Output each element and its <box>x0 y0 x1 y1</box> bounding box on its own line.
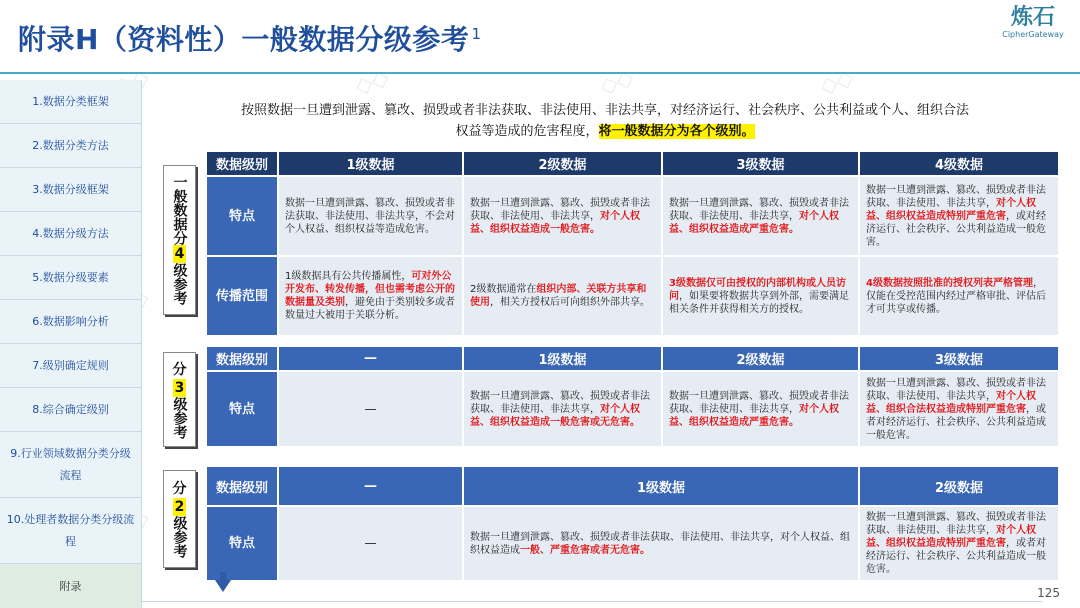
tier-2-tag <box>163 470 196 568</box>
tier-4-table <box>205 150 1060 337</box>
cell-text: 数据一旦遭到泄露、篡改、损毁或者非法获取、非法使用、非法共享， <box>470 197 650 222</box>
row-label: 特点 <box>206 176 278 256</box>
table-cell <box>278 176 463 256</box>
tier-2-tag-num: 2 <box>174 499 185 515</box>
table-cell <box>463 176 662 256</box>
header-cell: 2级数据 <box>662 346 859 371</box>
sidebar-nav <box>0 80 142 608</box>
sidebar-item-classification-framework[interactable] <box>0 80 142 124</box>
cell-text: 1级数据具有公共传播属性， <box>285 271 412 282</box>
sidebar-item-label: 4.数据分级方法 <box>32 226 109 240</box>
sidebar-item-label: 8.综合确定级别 <box>32 402 109 416</box>
cell-text: 数据一旦遭到泄露、篡改、损毁或者非法获取、非法使用、非法共享， <box>669 197 849 222</box>
sidebar-item-grading-framework[interactable] <box>0 168 142 212</box>
cell-text: 数据一旦遭到泄露、篡改、损毁或者非法获取、非法使用、非法共享，对个人权益、组织权益造成 <box>470 531 850 556</box>
cell-emphasis: 一般、严重危害或者无危害。 <box>520 544 650 556</box>
header-cell: 1级数据 <box>278 151 463 176</box>
header-cell: 1级数据 <box>463 466 859 506</box>
table-cell <box>463 506 859 581</box>
tier-4-tag-num: 4 <box>174 246 185 262</box>
header-cell: 3级数据 <box>662 151 859 176</box>
title-text: 附录H（资料性）一般数据分级参考 <box>18 23 470 56</box>
table-cell <box>463 256 662 336</box>
cell-text: 数据一旦遭到泄露、篡改、损毁或者非法获取、非法使用、非法共享， <box>866 184 1046 209</box>
table-cell-empty: — <box>278 506 463 581</box>
sidebar-item-classification-method[interactable] <box>0 124 142 168</box>
cell-text-tail: ，或者对经济运行、社会秩序、公共利益造成一般危害。 <box>866 403 1046 441</box>
cell-emphasis: 可对外公开发布、转发传播，但也需考虑公开的数据量及类别 <box>285 271 455 308</box>
sidebar-item-level-rules[interactable] <box>0 344 142 388</box>
sidebar-item-grading-method[interactable] <box>0 212 142 256</box>
table-cell <box>859 176 1059 256</box>
table-row <box>206 371 1059 447</box>
company-logo <box>1000 6 1066 40</box>
cell-text: 数据一旦遭到泄露、篡改、损毁或者非法获取、非法使用、非法共享， <box>866 512 1046 536</box>
logo-english: CipherGateway <box>1002 30 1064 39</box>
watermark: ◇◇ <box>816 64 858 101</box>
sidebar-item-label: 7.级别确定规则 <box>32 358 109 372</box>
intro-line-1: 按照数据一旦遭到泄露、篡改、损毁或者非法获取、非法使用、非法共享，对经济运行、社会秩序、公共利益或个人、组织合法 <box>240 103 969 118</box>
table-cell-empty: — <box>278 371 463 447</box>
table-header-row <box>206 346 1059 371</box>
cell-text: 数据一旦遭到泄露、篡改、损毁或者非法获取、非法使用、非法共享， <box>669 390 849 415</box>
sidebar-item-label: 3.数据分级框架 <box>32 182 109 196</box>
tier-2-table <box>205 465 1060 582</box>
sidebar-item-label: 6.数据影响分析 <box>32 314 109 328</box>
cell-emphasis: 对个人权益、组织权益造成严重危害。 <box>669 403 839 428</box>
sidebar-item-industry-process[interactable] <box>0 432 142 498</box>
cell-emphasis: 4级数据按照批准的授权列表严格管理 <box>866 277 1033 289</box>
header-cell: 数据级别 <box>206 151 278 176</box>
cell-emphasis: 对个人权益、组织权益造成特别严重危害 <box>866 525 1036 549</box>
cell-text-tail: ，相关方授权后可向组织外部共享。 <box>490 297 650 308</box>
sidebar-item-label: 2.数据分类方法 <box>32 138 109 152</box>
sidebar-item-processor-process[interactable] <box>0 498 142 564</box>
sidebar-item-appendix[interactable] <box>0 564 142 608</box>
cell-text-tail: ，如果要将数据共享到外部，需要满足相关条件并获得相关方的授权。 <box>669 290 849 315</box>
cell-emphasis: 3级数据仅可由授权的内部机构或人员访问 <box>669 277 846 302</box>
cell-text-tail: ，或者对经济运行、社会秩序、公共利益造成一般危害。 <box>866 538 1046 575</box>
tier-2-tag-pre: 分 <box>172 481 187 497</box>
table-cell <box>859 256 1059 336</box>
header-divider <box>0 72 1080 74</box>
cell-text-tail: ，或对经济运行、社会秩序、公共利益造成一般危害。 <box>866 210 1046 248</box>
row-label: 特点 <box>206 506 278 581</box>
tier-4-tag <box>163 165 196 315</box>
table-row <box>206 176 1059 256</box>
cell-text: 数据一旦遭到泄露、篡改、损毁或者非法获取、非法使用、非法共享， <box>470 390 650 415</box>
table-row <box>206 506 1059 581</box>
cell-text: 2级数据通常在 <box>470 284 537 295</box>
intro-text <box>205 100 1005 142</box>
sidebar-item-label: 9.行业领域数据分类分级流程 <box>10 446 131 482</box>
logo-chinese: 炼石 <box>1010 5 1055 30</box>
header-cell: — <box>278 466 463 506</box>
table-cell <box>278 256 463 336</box>
table-header-row <box>206 151 1059 176</box>
watermark: ◇◇ <box>351 64 393 101</box>
cell-emphasis: 对个人权益、组织权益造成特别严重危害 <box>866 197 1036 222</box>
header-cell: 1级数据 <box>463 346 662 371</box>
tier-3-tag-num: 3 <box>174 379 185 396</box>
cell-emphasis: 组织内部、关联方共享和使用 <box>470 284 647 308</box>
table-header-row <box>206 466 1059 506</box>
intro-line-2-plain: 权益等造成的危害程度， <box>455 124 599 139</box>
table-cell <box>859 371 1059 447</box>
table-cell <box>662 371 859 447</box>
cell-emphasis: 对个人权益、组织权益造成一般危害或无危害。 <box>470 403 640 428</box>
header-cell: 数据级别 <box>206 346 278 371</box>
sidebar-item-label: 1.数据分类框架 <box>32 94 109 108</box>
cell-emphasis: 对个人权益、组织合法权益造成特别严重危害 <box>866 390 1036 415</box>
row-label: 传播范围 <box>206 256 278 336</box>
header-cell: 4级数据 <box>859 151 1059 176</box>
sidebar-item-overall-level[interactable] <box>0 388 142 432</box>
watermark: ◇◇ <box>596 64 638 101</box>
cell-emphasis: 对个人权益、组织权益造成一般危害。 <box>470 210 640 235</box>
sidebar-item-label: 10.处理者数据分类分级流程 <box>6 512 135 548</box>
tier-3-tag-pre: 分 <box>172 361 187 378</box>
header-cell: 2级数据 <box>463 151 662 176</box>
table-cell <box>463 371 662 447</box>
page-number: 125 <box>1037 586 1060 600</box>
sidebar-item-grading-elements[interactable] <box>0 256 142 300</box>
sidebar-item-label: 5.数据分级要素 <box>32 270 109 284</box>
table-cell <box>859 506 1059 581</box>
tier-3-tag <box>163 352 196 447</box>
sidebar-item-label: 附录 <box>59 580 82 593</box>
table-cell <box>662 176 859 256</box>
cell-text: 数据一旦遭到泄露、篡改、损毁或者非法获取、非法使用、非法共享，不会对个人权益、组织权益等造成危害。 <box>285 197 455 235</box>
header-cell: 数据级别 <box>206 466 278 506</box>
page-title <box>18 18 481 58</box>
header-cell: — <box>278 346 463 371</box>
tier-3-tag-post: 级参考 <box>171 396 188 439</box>
row-label: 特点 <box>206 371 278 447</box>
cell-emphasis: 对个人权益、组织权益造成严重危害。 <box>669 210 839 235</box>
tier-4-tag-pre: 一般数据分 <box>171 175 188 245</box>
footnote-mark: 1 <box>471 24 482 43</box>
cell-text-tail: ，避免由于类别较多或者数量过大被用于关联分析。 <box>285 297 455 321</box>
tier-4-tag-post: 级参考 <box>171 263 188 305</box>
cell-text-tail: ，仅能在受控范围内经过严格审批、评估后才可共享或传播。 <box>866 277 1046 315</box>
sidebar-item-impact-analysis[interactable] <box>0 300 142 344</box>
header-cell: 3级数据 <box>859 346 1059 371</box>
intro-line-2 <box>205 121 1005 142</box>
footer-divider <box>142 601 1042 602</box>
down-arrow-icon <box>215 580 231 592</box>
header-cell: 2级数据 <box>859 466 1059 506</box>
cell-text: 数据一旦遭到泄露、篡改、损毁或者非法获取、非法使用、非法共享， <box>866 377 1046 402</box>
table-row <box>206 256 1059 336</box>
tier-2-tag-post: 级参考 <box>171 516 188 558</box>
tier-3-table <box>205 345 1060 448</box>
table-cell <box>662 256 859 336</box>
intro-highlight: 将一般数据分为各个级别。 <box>598 124 755 139</box>
